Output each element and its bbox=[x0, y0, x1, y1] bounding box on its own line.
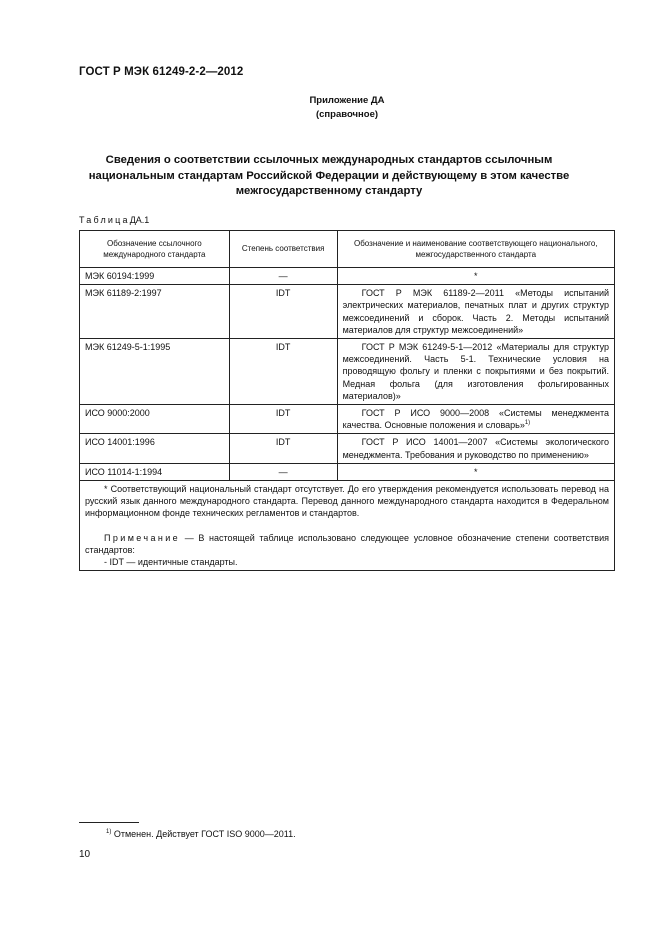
cell-national: * bbox=[337, 268, 614, 285]
footnote-mark: 1) bbox=[106, 829, 112, 835]
title-line-3: межгосударственному стандарту bbox=[235, 185, 423, 197]
cell-standard: ИСО 9000:2000 bbox=[80, 405, 230, 434]
cell-national: ГОСТ Р МЭК 61249-5-1—2012 «Материалы для структур межсоединений. Часть 5-1. Технические условия на проводящую фольгу и пленки с покрытиями и без покрытий. Медная фольга (для изготовления фольгированных материалов)» bbox=[337, 339, 614, 405]
cell-degree: IDT bbox=[229, 339, 337, 405]
table-note bbox=[80, 481, 615, 571]
cell-national: ГОСТ Р МЭК 61189-2—2011 «Методы испытаний электрических материалов, печатных плат и других структур межсоединений и сборок. Часть 2. Методы испытаний материалов для структур межсоединений» bbox=[337, 285, 614, 339]
title-line-2: национальным стандартам Российской Федерации и действующему в этом качестве bbox=[88, 169, 570, 182]
cell-degree: — bbox=[229, 268, 337, 285]
cell-national bbox=[337, 405, 614, 434]
table-label-prefix: Таблица bbox=[79, 215, 130, 225]
header-international-standard: Обозначение ссылочного международного стандарта bbox=[80, 231, 230, 268]
note-item: - IDT — идентичные стандарты. bbox=[104, 557, 238, 568]
correspondence-table bbox=[79, 230, 615, 571]
cell-standard: МЭК 60194:1999 bbox=[80, 268, 230, 285]
page-number: 10 bbox=[79, 849, 91, 860]
cell-national-text: ГОСТ Р ИСО 9000—2008 «Системы менеджмента качества. Основные положения и словарь» bbox=[342, 408, 609, 431]
table-row bbox=[80, 434, 615, 463]
table-row bbox=[80, 405, 615, 434]
cell-standard: ИСО 14001:1996 bbox=[80, 434, 230, 463]
table-note-row bbox=[80, 481, 615, 571]
note-paragraph bbox=[85, 532, 609, 556]
cell-national: * bbox=[337, 463, 614, 480]
appendix-subtitle: (справочное) bbox=[315, 109, 379, 120]
cell-standard: ИСО 11014-1:1994 bbox=[80, 463, 230, 480]
cell-standard: МЭК 61249-5-1:1995 bbox=[80, 339, 230, 405]
table-label bbox=[79, 215, 149, 225]
table-row bbox=[80, 339, 615, 405]
cell-national: ГОСТ Р ИСО 14001—2007 «Системы экологического менеджмента. Требования и руководство по применению» bbox=[337, 434, 614, 463]
header-national-standard: Обозначение и наименование соответствующего национального, межгосударственного стандарта bbox=[337, 231, 614, 268]
cell-standard: МЭК 61189-2:1997 bbox=[80, 285, 230, 339]
footnote-mark: 1) bbox=[524, 420, 531, 427]
cell-degree: IDT bbox=[229, 285, 337, 339]
section-title bbox=[79, 153, 579, 200]
appendix-heading bbox=[0, 94, 661, 122]
note-label: Примечание bbox=[104, 532, 181, 543]
table-label-id: ДА.1 bbox=[129, 215, 150, 225]
header-degree: Степень соответствия bbox=[229, 231, 337, 268]
table-row bbox=[80, 285, 615, 339]
note-asterisk: * Соответствующий национальный стандарт отсутствует. До его утверждения рекомендуется использовать перевод на русский язык данного международного стандарта. Перевод данного международного стандарта находится в Федеральном информационном фонде технических регламентов и стандартов. bbox=[85, 484, 609, 519]
table-header-row bbox=[80, 231, 615, 268]
cell-degree: — bbox=[229, 463, 337, 480]
footnote-separator bbox=[79, 822, 139, 823]
cell-degree: IDT bbox=[229, 434, 337, 463]
table-row bbox=[80, 268, 615, 285]
footnote-text: Отменен. Действует ГОСТ ISO 9000—2011. bbox=[113, 829, 296, 839]
document-header: ГОСТ Р МЭК 61249-2-2—2012 bbox=[79, 66, 244, 78]
cell-degree: IDT bbox=[229, 405, 337, 434]
footnote bbox=[106, 829, 296, 839]
note-text: — В настоящей таблице использовано следующее условное обозначение степени соответствия стандартов: bbox=[85, 532, 609, 555]
title-line-1: Сведения о соответствии ссылочных международных стандартов ссылочным bbox=[105, 154, 553, 166]
appendix-title: Приложение ДА bbox=[309, 95, 385, 106]
table-row bbox=[80, 463, 615, 480]
